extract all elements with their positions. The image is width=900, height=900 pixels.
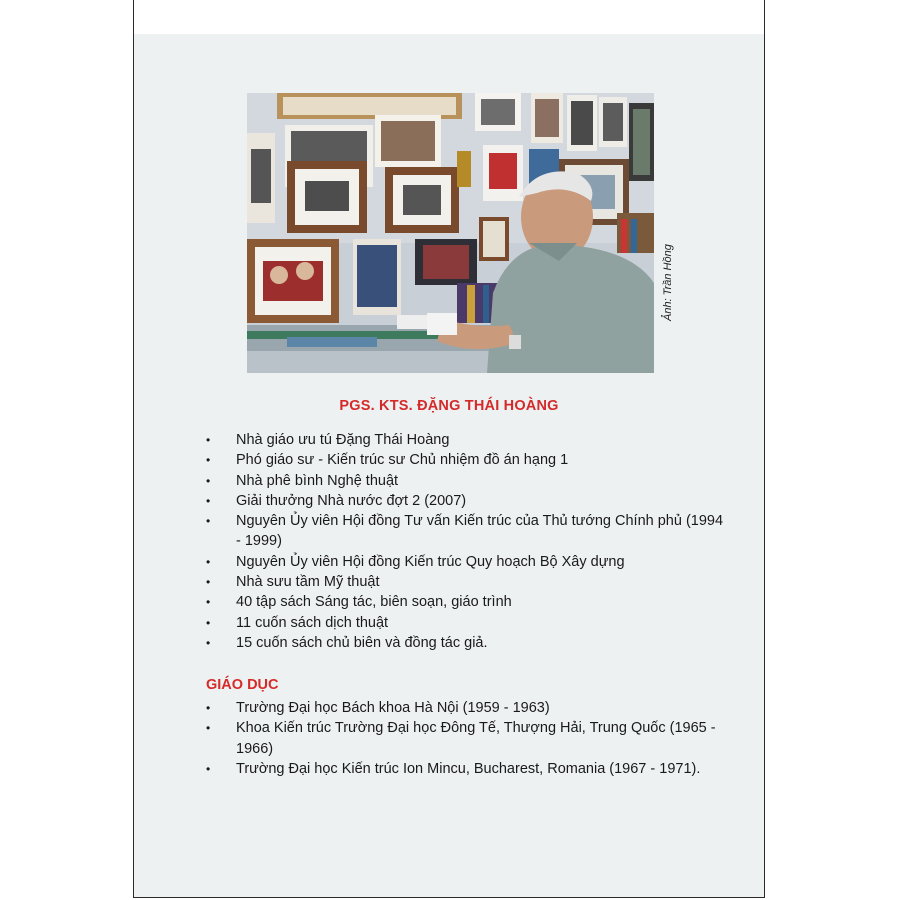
list-item: • Trường Đại học Kiến trúc Ion Mincu, Bucharest, Romania (1967 - 1971).: [204, 759, 724, 779]
list-item: • 15 cuốn sách chủ biên và đồng tác giả.: [204, 633, 724, 653]
bullet-icon: •: [206, 554, 211, 569]
bullet-icon: •: [206, 701, 211, 715]
bullet-icon: •: [206, 595, 211, 610]
bullet-icon: •: [206, 635, 211, 650]
list-item: • Khoa Kiến trúc Trường Đại học Đông Tế, Thượng Hải, Trung Quốc (1965 - 1966): [206, 720, 716, 757]
page-content: [134, 34, 764, 897]
list-item: • 40 tập sách Sáng tác, biên soạn, giáo trình: [204, 592, 724, 612]
book-page: [133, 0, 765, 898]
bullet-icon: •: [206, 514, 211, 529]
list-item: • Nguyên Ủy viên Hội đồng Kiến trúc Quy hoạch Bộ Xây dựng: [204, 552, 724, 572]
list-item: • 11 cuốn sách dịch thuật: [204, 613, 724, 633]
list-item: • Nhà sưu tầm Mỹ thuật: [204, 572, 724, 592]
bullet-icon: •: [206, 761, 211, 776]
list-item: • Trường Đại học Bách khoa Hà Nội (1959 - 1963): [204, 698, 724, 718]
photo-credit: Ảnh: Trần Hồng: [662, 244, 674, 321]
list-item: • Nguyên Ủy viên Hội đồng Tư vấn Kiến trúc của Thủ tướng Chính phủ (1994 - 1999): [206, 513, 724, 550]
list-item: • Phó giáo sư - Kiến trúc sư Chủ nhiệm đồ án hạng 1: [204, 450, 724, 470]
list-item: • Giải thưởng Nhà nước đợt 2 (2007): [204, 491, 724, 511]
bullet-icon: •: [206, 433, 211, 447]
bullet-icon: •: [206, 615, 211, 630]
bio-list: [204, 430, 724, 653]
bullet-icon: •: [206, 575, 211, 590]
bullet-icon: •: [206, 473, 211, 488]
list-item: • Nhà phê bình Nghệ thuật: [204, 471, 724, 491]
education-heading: GIÁO DỤC: [206, 677, 279, 693]
bullet-icon: •: [206, 721, 211, 736]
person-title: PGS. KTS. ĐẶNG THÁI HOÀNG: [339, 398, 559, 414]
portrait-photo: [247, 93, 654, 373]
list-item: • Nhà giáo ưu tú Đặng Thái Hoàng: [204, 430, 724, 450]
bullet-icon: •: [206, 493, 211, 508]
bullet-icon: •: [206, 453, 211, 468]
education-list: [204, 698, 724, 779]
